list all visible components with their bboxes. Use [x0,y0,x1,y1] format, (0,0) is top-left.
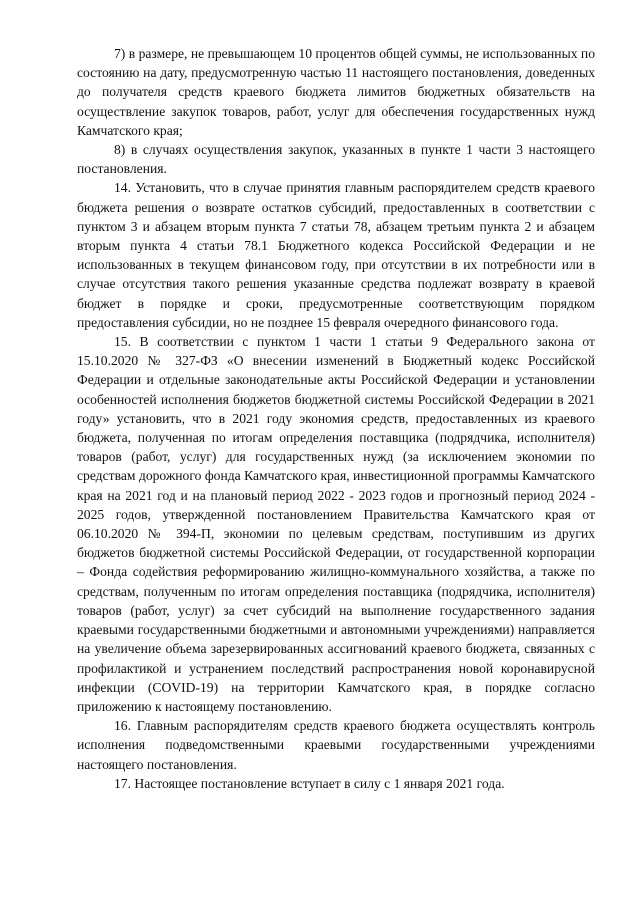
paragraph-item-7: 7) в размере, не превышающем 10 процентов общей суммы, не использованных по состоянию на дату, предусмотренную частью 11 настоящего постановления, доведенных до получателя средств краевого бюджета лимитов бюджетных обязательств на осуществление закупок товаров, работ, услуг для обеспечения государственных нужд Камчатского края; [77,46,595,138]
paragraph-clause-17: 17. Настоящее постановление вступает в силу с 1 января 2021 года. [114,775,505,791]
paragraph-item-8: 8) в случаях осуществления закупок, указанных в пункте 1 части 3 настоящего постановления. [77,142,595,177]
document-body [77,44,595,793]
paragraph-clause-16: 16. Главным распорядителям средств краевого бюджета осуществлять контроль исполнения подведомственными краевыми государственными учреждениями настоящего постановления. [77,718,595,772]
paragraph-clause-14: 14. Установить, что в случае принятия главным распорядителем средств краевого бюджета решения о возврате остатков субсидий, предоставленных в соответствии с пунктом 3 и абзацем вторым пункта 7 статьи 78, абзацем третьим пункта 2 и абзацем вторым пункта 4 статьи 78.1 Бюджетного кодекса Российской Федерации и не использованных в текущем финансовом году, при отсутствии в их потребности или в случае отсутствия такого решения указанные средства подлежат возврату в краевой бюджет в порядке и сроки, предусмотренные соответствующим порядком предоставления субсидии, но не позднее 15 февраля очередного финансового года. [77,180,595,330]
paragraph-clause-15: 15. В соответствии с пунктом 1 части 1 статьи 9 Федерального закона от 15.10.2020 № 327-ФЗ «О внесении изменений в Бюджетный кодекс Российской Федерации и отдельные законодательные акты Российской Федерации и установлении особенностей исполнения бюджетов бюджетной системы Российской Федерации в 2021 году» установить, что в 2021 году экономия средств, предоставленных из краевого бюджета, полученная по итогам определения поставщика (подрядчика, исполнителя) товаров (работ, услуг) для государственных нужд (за исключением экономии по средствам дорожного фонда Камчатского края, инвестиционной программы Камчатского края на 2021 год и на плановый период 2022 - 2023 годов и прогнозный период 2024 - 2025 годов, утвержденной постановлением Правительства Камчатского края от 06.10.2020 № 394-П, экономии по целевым средствам, поступившим из других бюджетов бюджетной системы Российской Федерации, от государственной корпорации – Фонда содействия реформированию жилищно-коммунального хозяйства, а также по средствам, полученным по итогам определения поставщика (подрядчика, исполнителя) товаров (работ, услуг) за счет субсидий на выполнение государственного задания краевыми государственными бюджетными и автономными учреждениями) направляется на увеличение объема зарезервированных ассигнований краевого бюджета, связанных с профилактикой и устранением последствий распространения новой коронавирусной инфекции (COVID-19) на территории Камчатского края, в порядке согласно приложению к настоящему постановлению. [77,334,595,714]
